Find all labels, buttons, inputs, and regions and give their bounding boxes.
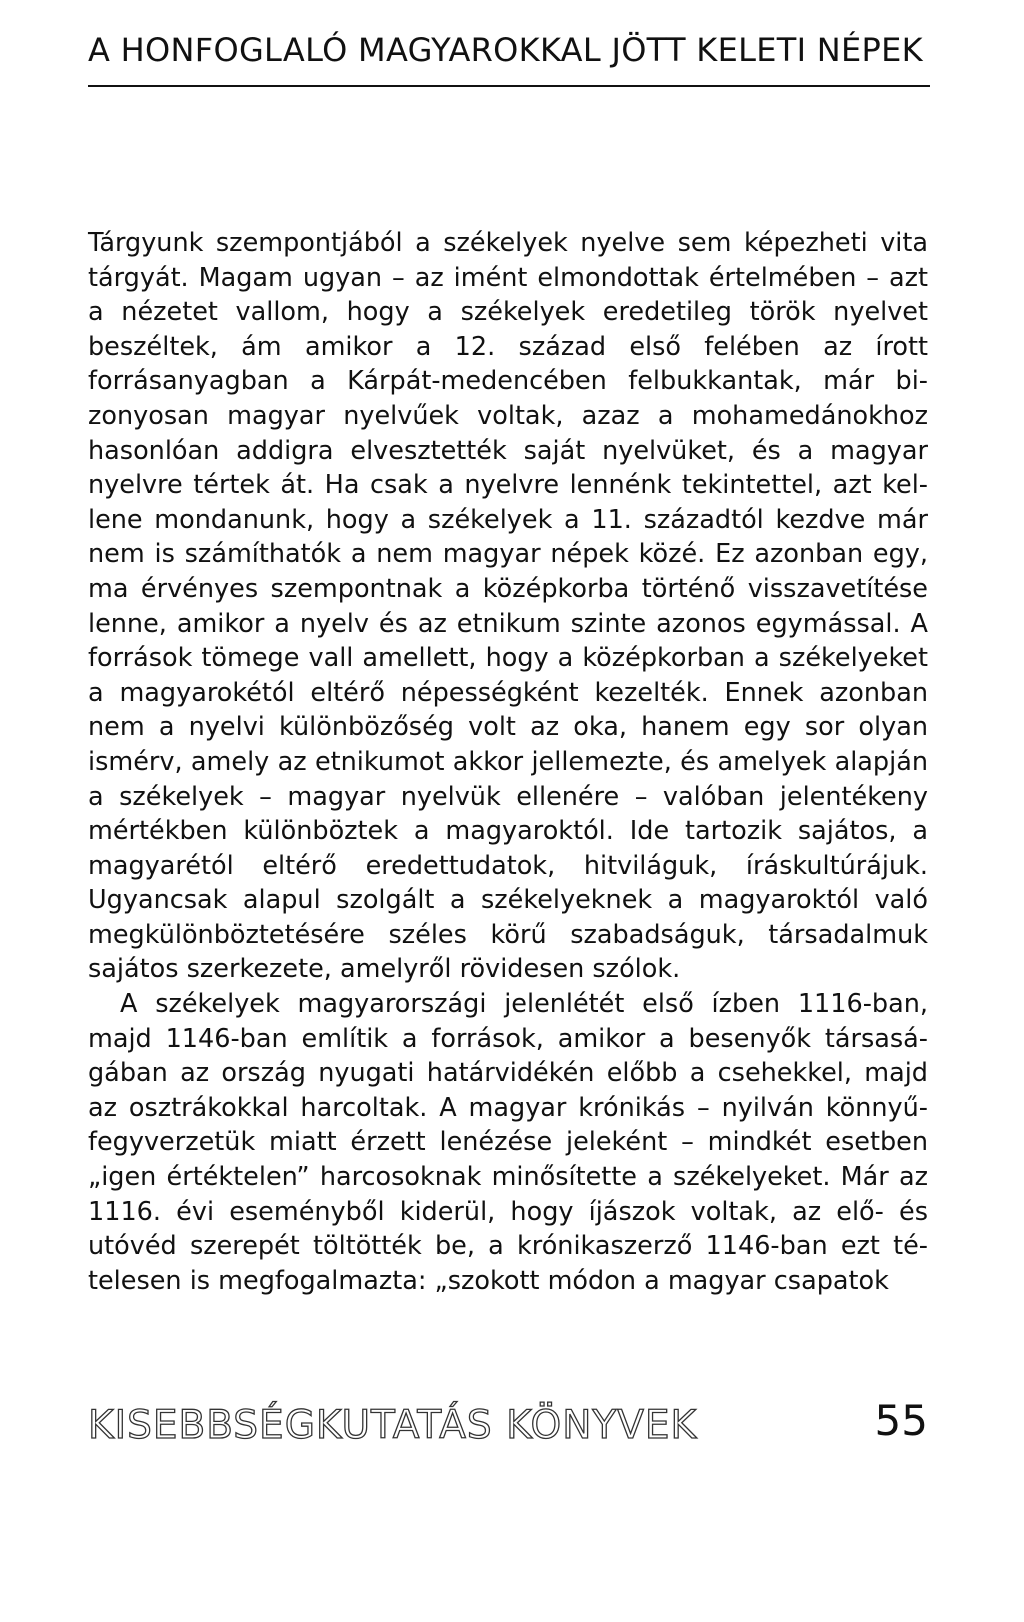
paragraph-1: Tárgyunk szempontjából a székelyek nyelve sem képezheti vita tárgyát. Magam ugyan – az imént elmondottak értelmében – azt a nézetet vallom, hogy a székelyek eredetileg török nyelvet beszéltek, ám amikor a 12. század első felében az írott forrásanyagban a Kárpát-medencében felbukkantak, már bizonyosan magyar nyelvűek voltak, azaz a mohamedánokhoz hasonlóan addigra elvesztették saját nyelvüket, és a magyar nyelvre tértek át. Ha csak a nyelvre lennénk tekintettel, azt kellene mondanunk, hogy a székelyek a 11. századtól kezdve már nem is számíthatók a nem magyar népek közé. Ez azonban egy, ma érvényes szempontnak a középkorba történő visszavetítése lenne, amikor a nyelv és az etnikum szinte azonos egymással. A források tömege vall amellett, hogy a középkorban a székelyeket a magyarokétól eltérő népességként kezelték. Ennek azonban nem a nyelvi különbözőség volt az oka, hanem egy sor olyan ismérv, amely az etnikumot akkor jellemezte, és amelyek alapján a székelyek – magyar nyelvük ellenére – valóban jelentékeny mértékben különböztek a magyaroktól. Ide tartozik sajátos, a magyarétól eltérő eredettudatok, hitviláguk, íráskultúrájuk. Ugyancsak alapul szolgált a székelyeknek a magyaroktól való megkülönböztetésére széles körű szabadságuk, társadalmuk sajátos szerkezete, amelyről rövidesen szólok. xyxy=(88,228,928,985)
body-text xyxy=(88,226,928,1298)
header-rule xyxy=(88,85,930,87)
series-title: KISEBBSÉGKUTATÁS KÖNYVEK xyxy=(88,1403,698,1448)
paragraph-2: A székelyek magyarországi jelenlétét első ízben 1116-ban, majd 1146-ban említik a források, amikor a besenyők társaságában az ország nyugati határvidékén előbb a csehekkel, majd az osztrákokkal harcoltak. A magyar krónikás – nyilván könnyűfegyverzetük miatt érzett lenézése jeleként – mindkét esetben „igen értéktelen” harcosoknak minősítette a székelyeket. Már az 1116. évi eseményből kiderül, hogy íjászok voltak, az elő- és utóvéd szerepét töltötték be, a krónikaszerző 1146-ban ezt tételesen is megfogalmazta: „szokott módon a magyar csapatok xyxy=(88,989,928,1296)
page-number: 55 xyxy=(874,1396,928,1445)
running-head: A HONFOGLALÓ MAGYAROKKAL JÖTT KELETI NÉPEK xyxy=(88,31,923,69)
